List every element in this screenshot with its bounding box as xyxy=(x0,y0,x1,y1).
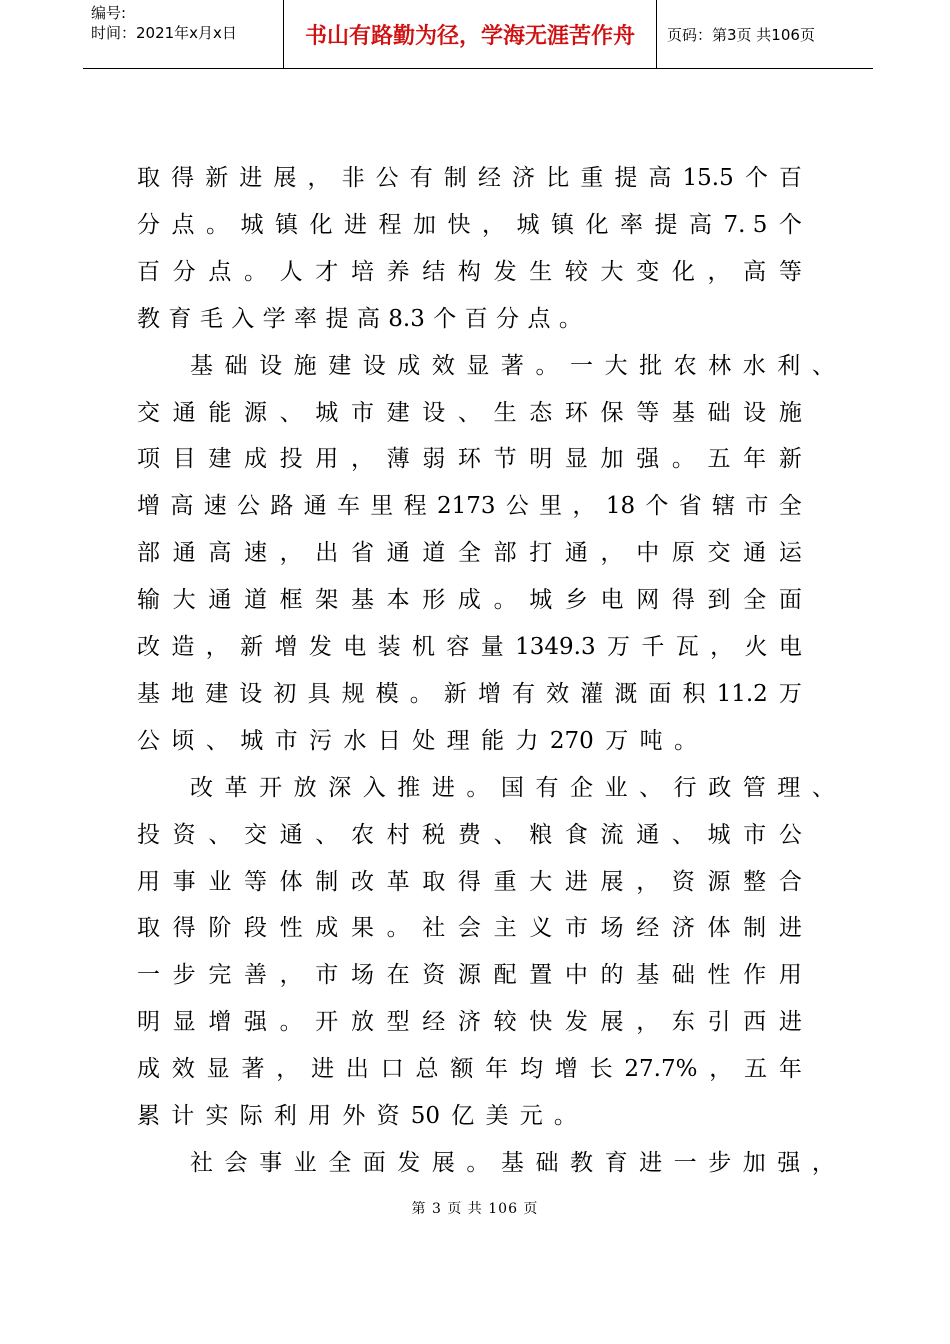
header-motto: 书山有路勤为径，学海无涯苦作舟 xyxy=(284,0,657,68)
document-time-label: 时间：2021年x月x日 xyxy=(91,24,237,42)
text-line: 成 效 显 著 ， 进 出 口 总 额 年 均 增 长 27.7% ， 五 年 xyxy=(137,1056,802,1083)
text-line: 输 大 通 道 框 架 基 本 形 成 。 城 乡 电 网 得 到 全 面 xyxy=(137,587,802,614)
text-line: 改 革 开 放 深 入 推 进 。 国 有 企 业 、 行 政 管 理 、 xyxy=(190,774,835,801)
text-line: 公 顷 、 城 市 污 水 日 处 理 能 力 270 万 吨 。 xyxy=(137,727,697,754)
header-meta xyxy=(83,0,284,68)
text-line: 教 育 毛 入 学 率 提 高 8.3 个 百 分 点 。 xyxy=(137,305,582,332)
text-line: 用 事 业 等 体 制 改 革 取 得 重 大 进 展 ， 资 源 整 合 xyxy=(137,868,802,895)
text-line: 投 资 、 交 通 、 农 村 税 费 、 粮 食 流 通 、 城 市 公 xyxy=(137,821,802,848)
text-line: 增 高 速 公 路 通 车 里 程 2173 公 里 ， 18 个 省 辖 市 全 xyxy=(137,493,802,520)
text-line: 项 目 建 成 投 用 ， 薄 弱 环 节 明 显 加 强 。 五 年 新 xyxy=(137,446,802,473)
text-line: 明 显 增 强 。 开 放 型 经 济 较 快 发 展 ， 东 引 西 进 xyxy=(137,1009,802,1036)
text-line: 基 地 建 设 初 具 规 模 。 新 增 有 效 灌 溉 面 积 11.2 万 xyxy=(137,680,802,707)
page-header xyxy=(83,0,873,69)
text-line: 交 通 能 源 、 城 市 建 设 、 生 态 环 保 等 基 础 设 施 xyxy=(137,399,802,426)
page-footer: 第 3 页 共 106 页 xyxy=(411,1201,539,1217)
document-number-label: 编号: xyxy=(91,4,127,22)
text-line: 改 造 ， 新 增 发 电 装 机 容 量 1349.3 万 千 瓦 ， 火 电 xyxy=(137,634,802,660)
text-line: 一 步 完 善 ， 市 场 在 资 源 配 置 中 的 基 础 性 作 用 xyxy=(137,962,802,989)
text-line: 百 分 点 。 人 才 培 养 结 构 发 生 较 大 变 化 ， 高 等 xyxy=(137,258,802,285)
header-page-info: 页码：第3页 共106页 xyxy=(667,25,815,44)
text-line: 部 通 高 速 ， 出 省 通 道 全 部 打 通 ， 中 原 交 通 运 xyxy=(137,540,802,567)
text-line: 累 计 实 际 利 用 外 资 50 亿 美 元 。 xyxy=(137,1103,577,1129)
text-line: 取 得 新 进 展 ， 非 公 有 制 经 济 比 重 提 高 15.5 个 百 xyxy=(137,165,802,191)
text-line: 取 得 阶 段 性 成 果 。 社 会 主 义 市 场 经 济 体 制 进 xyxy=(137,915,802,942)
text-line: 社 会 事 业 全 面 发 展 。 基 础 教 育 进 一 步 加 强 ， xyxy=(190,1149,835,1176)
text-line: 基 础 设 施 建 设 成 效 显 著 。 一 大 批 农 林 水 利 、 xyxy=(190,352,835,379)
text-line: 分 点 。 城 镇 化 进 程 加 快 ， 城 镇 化 率 提 高 7. 5 个 xyxy=(137,211,802,238)
